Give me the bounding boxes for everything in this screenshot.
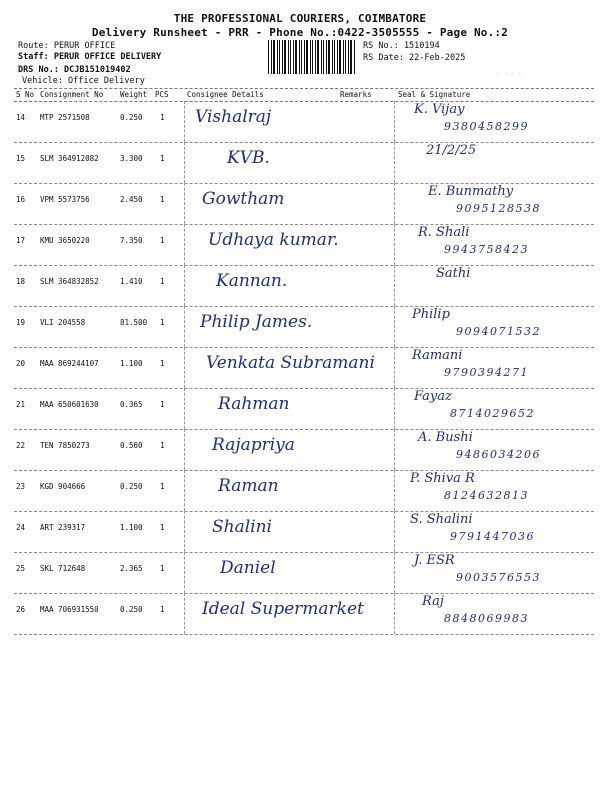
handwritten-signature: E. Bunmathy: [428, 184, 514, 199]
row-sno: 15: [16, 154, 26, 163]
table-row: [14, 347, 594, 389]
row-consignment-no: SLM 364912082: [40, 154, 99, 163]
row-sno: 23: [16, 482, 26, 491]
table-row: [14, 593, 594, 635]
row-pcs: 1: [160, 318, 165, 327]
row-consignment-no: VPM 5573756: [40, 195, 90, 204]
row-sno: 20: [16, 359, 26, 368]
row-pcs: 1: [160, 277, 165, 286]
handwritten-phone: 9094071532: [456, 325, 541, 338]
row-weight: 0.250: [120, 605, 143, 614]
row-consignment-no: VLI 204558: [40, 318, 86, 327]
row-weight: 0.250: [120, 113, 143, 122]
handwritten-phone: 8124632813: [444, 489, 529, 502]
column-divider: [184, 388, 185, 429]
handwritten-signature: J. ESR: [414, 553, 455, 568]
row-pcs: 1: [160, 400, 165, 409]
handwritten-consignee: Daniel: [220, 558, 276, 578]
row-sno: 19: [16, 318, 26, 327]
row-sno: 25: [16, 564, 26, 573]
route-label: Route: PERUR OFFICE: [18, 41, 116, 51]
vehicle-label: Vehicle: Office Delivery: [22, 76, 145, 86]
column-divider: [394, 470, 395, 511]
col-pcs: PCS: [155, 90, 169, 99]
column-divider: [184, 593, 185, 634]
column-divider: [394, 183, 395, 224]
handwritten-signature: Sathi: [436, 266, 471, 281]
row-sno: 17: [16, 236, 26, 245]
handwritten-signature: K. Vijay: [414, 102, 465, 117]
column-divider: [394, 306, 395, 347]
handwritten-consignee: Ideal Supermarket: [202, 599, 364, 619]
row-consignment-no: SKL 712648: [40, 564, 86, 573]
handwritten-signature: Raj: [422, 594, 444, 609]
handwritten-consignee: Vishalraj: [195, 107, 272, 127]
rs-date: RS Date: 22-Feb-2025: [363, 53, 466, 63]
table-row: [14, 142, 594, 184]
row-consignment-no: TEN 7850273: [40, 441, 90, 450]
column-divider: [394, 593, 395, 634]
row-weight: 0.365: [120, 400, 143, 409]
row-pcs: 1: [160, 113, 165, 122]
column-divider: [394, 429, 395, 470]
row-weight: 81.500: [120, 318, 148, 327]
handwritten-signature: P. Shiva R: [410, 471, 475, 486]
handwritten-phone: 8848069983: [444, 612, 529, 625]
column-divider: [184, 183, 185, 224]
table-row: [14, 101, 594, 143]
table-row: [14, 265, 594, 307]
row-weight: 0.250: [120, 482, 143, 491]
row-pcs: 1: [160, 441, 165, 450]
column-divider: [394, 142, 395, 183]
handwritten-phone: 9003576553: [456, 571, 541, 584]
row-pcs: 1: [160, 154, 165, 163]
handwritten-signature: Fayaz: [414, 389, 452, 404]
handwritten-signature: 21/2/25: [426, 143, 477, 158]
column-divider: [394, 101, 395, 142]
handwritten-consignee: Rahman: [218, 394, 290, 414]
row-weight: 2.365: [120, 564, 143, 573]
handwritten-phone: 9486034206: [456, 448, 541, 461]
handwritten-consignee: Gowtham: [202, 189, 285, 209]
row-consignment-no: SLM 364832852: [40, 277, 99, 286]
row-weight: 1.100: [120, 359, 143, 368]
handwritten-phone: 9791447036: [450, 530, 535, 543]
row-weight: 7.350: [120, 236, 143, 245]
handwritten-signature: A. Bushi: [418, 430, 473, 445]
handwritten-consignee: Kannan.: [216, 271, 288, 291]
table-row: [14, 388, 594, 430]
col-remarks: Remarks: [340, 90, 372, 99]
table-row: [14, 224, 594, 266]
col-signature: Seal & Signature: [398, 90, 471, 99]
row-pcs: 1: [160, 195, 165, 204]
row-sno: 21: [16, 400, 26, 409]
column-divider: [394, 265, 395, 306]
row-consignment-no: MTP 2571508: [40, 113, 90, 122]
row-weight: 3.300: [120, 154, 143, 163]
row-pcs: 1: [160, 482, 165, 491]
row-weight: 1.410: [120, 277, 143, 286]
row-pcs: 1: [160, 605, 165, 614]
handwritten-consignee: KVB.: [227, 148, 270, 168]
row-sno: 16: [16, 195, 26, 204]
col-consignee: Consignee Details: [187, 90, 264, 99]
column-divider: [394, 552, 395, 593]
column-divider: [184, 142, 185, 183]
col-sno: S No: [16, 90, 35, 99]
row-sno: 24: [16, 523, 26, 532]
handwritten-signature: R. Shali: [418, 225, 470, 240]
row-sno: 18: [16, 277, 26, 286]
column-divider: [184, 429, 185, 470]
row-weight: 0.560: [120, 441, 143, 450]
col-weight: Weight: [120, 90, 148, 99]
row-sno: 22: [16, 441, 26, 450]
handwritten-phone: 9380458299: [444, 120, 529, 133]
handwritten-phone: 8714029652: [450, 407, 535, 420]
table-row: [14, 183, 594, 225]
column-divider: [184, 101, 185, 142]
handwritten-consignee: Udhaya kumar.: [208, 230, 339, 250]
table-row: [14, 552, 594, 594]
handwritten-phone: 9943758423: [444, 243, 529, 256]
drs-number: DRS No.: DCJB151019402: [18, 65, 131, 75]
row-pcs: 1: [160, 236, 165, 245]
handwritten-signature: Ramani: [412, 348, 463, 363]
column-divider: [184, 470, 185, 511]
column-divider: [394, 347, 395, 388]
runsheet-subtitle: Delivery Runsheet - PRR - Phone No.:0422-3505555 - Page No.:2: [91, 26, 509, 39]
row-consignment-no: MAA 869244107: [40, 359, 99, 368]
column-divider: [394, 388, 395, 429]
staff-label: Staff: PERUR OFFICE DELIVERY: [18, 52, 162, 62]
handwritten-consignee: Philip James.: [200, 312, 313, 332]
row-sno: 26: [16, 605, 26, 614]
column-divider: [184, 265, 185, 306]
col-consignment: Consignment No: [40, 90, 104, 99]
row-consignment-no: ART 239317: [40, 523, 86, 532]
handwritten-signature: Philip: [412, 307, 450, 322]
column-divider: [394, 224, 395, 265]
company-title: THE PROFESSIONAL COURIERS, COIMBATORE: [173, 12, 427, 25]
row-sno: 14: [16, 113, 26, 122]
table-row: [14, 470, 594, 512]
row-weight: 1.100: [120, 523, 143, 532]
handwritten-phone: 9790394271: [444, 366, 529, 379]
table-row: [14, 429, 594, 471]
handwritten-consignee: Shalini: [212, 517, 272, 537]
column-divider: [184, 552, 185, 593]
row-pcs: 1: [160, 359, 165, 368]
table-row: [14, 306, 594, 348]
row-consignment-no: KMU 3650220: [40, 236, 90, 245]
handwritten-phone: 9095128538: [456, 202, 541, 215]
handwritten-consignee: Venkata Subramani: [206, 353, 375, 373]
column-divider: [184, 347, 185, 388]
column-divider: [394, 511, 395, 552]
barcode: [268, 40, 356, 74]
row-consignment-no: MAA 650601630: [40, 400, 99, 409]
handwritten-consignee: Raman: [218, 476, 279, 496]
column-divider: [184, 306, 185, 347]
column-divider: [184, 511, 185, 552]
row-consignment-no: MAA 706931550: [40, 605, 99, 614]
handwritten-consignee: Rajapriya: [212, 435, 295, 455]
table-row: [14, 511, 594, 553]
faint-stamp-mark: ⁘ ⁖ ∴ ⁘: [496, 70, 523, 78]
handwritten-signature: S. Shalini: [410, 512, 473, 527]
table-header: [14, 88, 594, 102]
row-pcs: 1: [160, 523, 165, 532]
row-pcs: 1: [160, 564, 165, 573]
rs-number: RS No.: 1510194: [363, 41, 440, 51]
row-consignment-no: KGD 904666: [40, 482, 86, 491]
row-weight: 2.450: [120, 195, 143, 204]
column-divider: [184, 224, 185, 265]
